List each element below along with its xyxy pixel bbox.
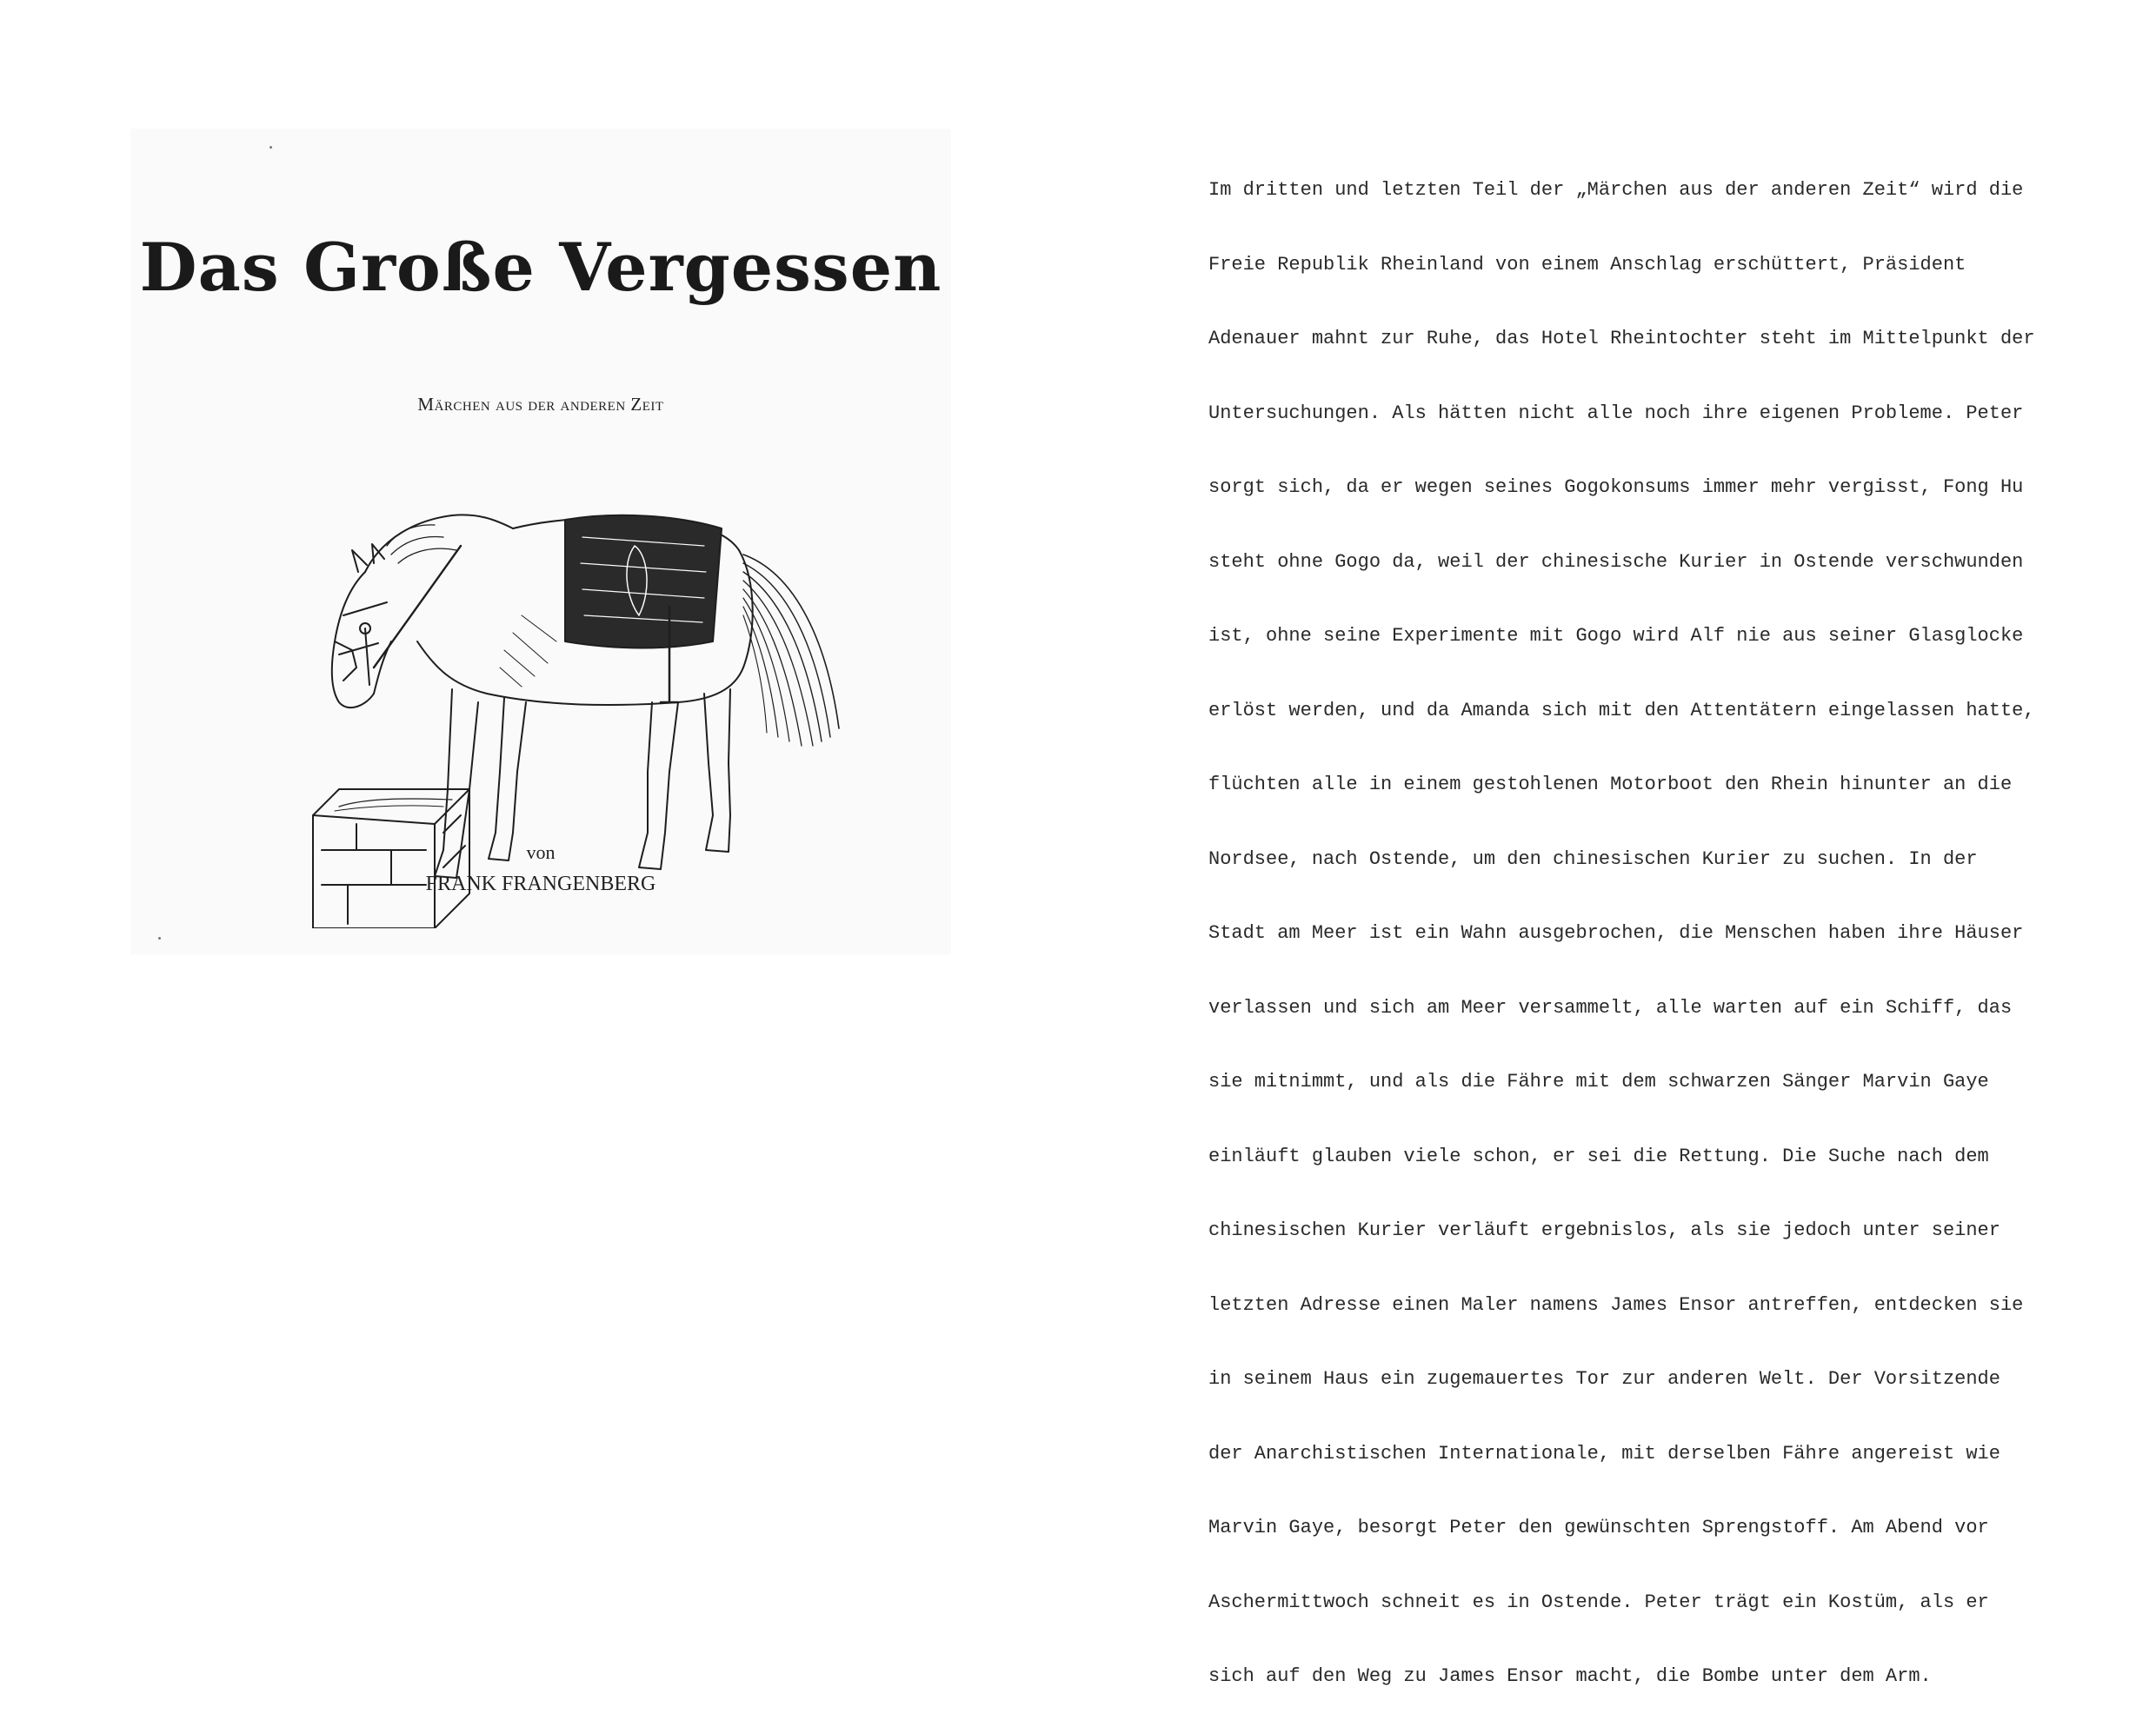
blurb-line: verlassen und sich am Meer versammelt, alle warten auf ein Schiff, das (1208, 996, 2013, 1019)
book-blurb (1208, 129, 2043, 1714)
blurb-line: Marvin Gaye, besorgt Peter den gewünschten Sprengstoff. Am Abend vor (1208, 1517, 1989, 1538)
blurb-line: letzten Adresse einen Maler namens James Ensor antreffen, entdecken sie (1208, 1293, 2024, 1316)
blurb-line: in seinem Haus ein zugemauertes Tor zur anderen Welt. Der Vorsitzende (1208, 1368, 2000, 1390)
blurb-line: erlöst werden, und da Amanda sich mit den Attentätern eingelassen hatte, (1208, 699, 2035, 721)
book-cover (130, 129, 951, 954)
paper-speck (158, 937, 161, 940)
blurb-line: Nordsee, nach Ostende, um den chinesischen Kurier zu suchen. In der (1208, 847, 1978, 870)
blurb-line: chinesischen Kurier verläuft ergebnislos, als sie jedoch unter seiner (1208, 1219, 2000, 1241)
blurb-line: der Anarchistischen Internationale, mit derselben Fähre angereist wie (1208, 1442, 2000, 1465)
blurb-line: sich auf den Weg zu James Ensor macht, die Bombe unter dem Arm. (1208, 1665, 1932, 1687)
by-label: von (526, 841, 556, 863)
blurb-line: einläuft glauben viele schon, er sei die Rettung. Die Suche nach dem (1208, 1145, 1989, 1167)
blurb-line: sorgt sich, da er wegen seines Gogokonsums immer mehr vergisst, Fong Hu (1208, 476, 2024, 498)
blurb-line: steht ohne Gogo da, weil der chinesische Kurier in Ostende verschwunden (1208, 550, 2024, 573)
blurb-line: Im dritten und letzten Teil der „Märchen aus der anderen Zeit“ wird die (1208, 179, 2024, 201)
book-subtitle: Märchen aus der anderen Zeit (417, 394, 664, 415)
blurb-line: sie mitnimmt, und als die Fähre mit dem schwarzen Sänger Marvin Gaye (1208, 1071, 1989, 1093)
paper-speck (270, 146, 272, 149)
blurb-line: Untersuchungen. Als hätten nicht alle noch ihre eigenen Probleme. Peter (1208, 402, 2024, 424)
blurb-line: Adenauer mahnt zur Ruhe, das Hotel Rheintochter steht im Mittelpunkt der (1208, 328, 2035, 349)
book-title: Das Große Vergessen (139, 229, 942, 306)
blurb-line: Aschermittwoch schneit es in Ostende. Peter trägt ein Kostüm, als er (1208, 1591, 1989, 1613)
blurb-line: Freie Republik Rheinland von einem Anschlag erschüttert, Präsident (1208, 253, 1966, 276)
blurb-line: Stadt am Meer ist ein Wahn ausgebrochen, die Menschen haben ihre Häuser (1208, 922, 2024, 944)
author-name: FRANK FRANGENBERG (425, 873, 656, 895)
blurb-line: flüchten alle in einem gestohlenen Motorboot den Rhein hinunter an die (1208, 774, 2013, 795)
blurb-line: ist, ohne seine Experimente mit Gogo wird Alf nie aus seiner Glasglocke (1208, 625, 2024, 647)
